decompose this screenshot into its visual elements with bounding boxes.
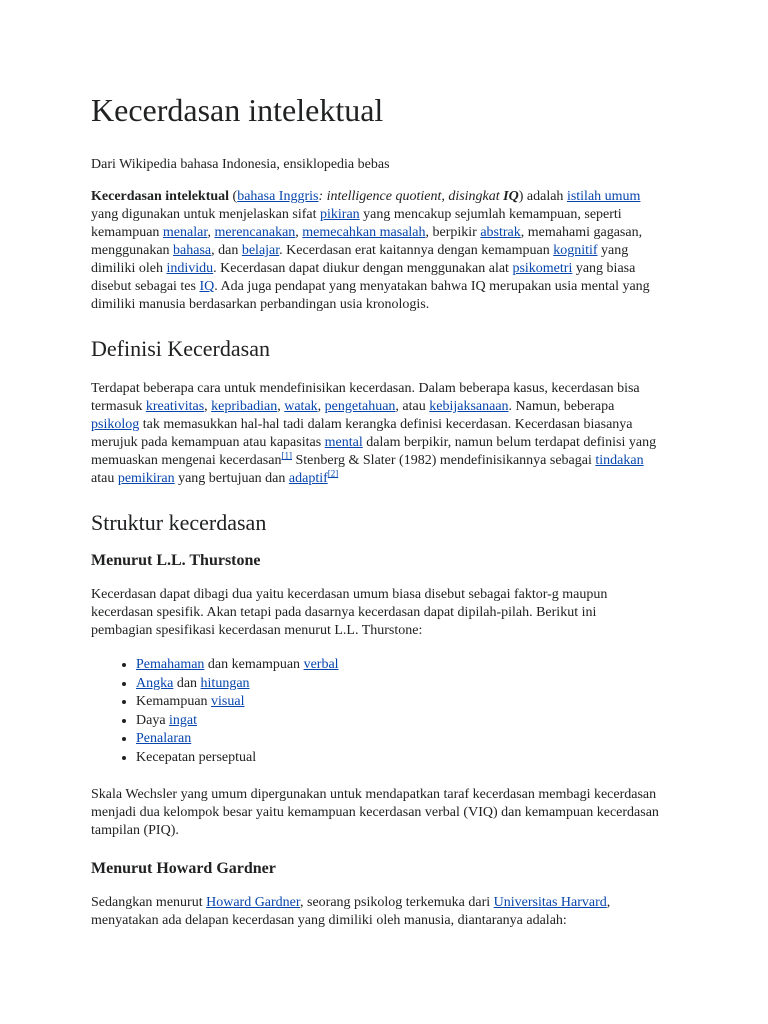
link-howard-gardner[interactable]: Howard Gardner	[206, 894, 300, 910]
link-individu[interactable]: individu	[166, 261, 214, 276]
text: , seorang psikolog terkemuka dari	[300, 894, 494, 910]
link-pikiran[interactable]: pikiran	[320, 207, 360, 222]
link-psikometri[interactable]: psikometri	[512, 261, 573, 276]
text: atau	[91, 471, 118, 486]
link-belajar[interactable]: belajar	[241, 243, 280, 258]
text: , menyatakan ada delapan kecerdasan yang dimiliki oleh manusia, diantaranya adalah:	[91, 894, 611, 928]
wechsler-paragraph: Skala Wechsler yang umum dipergunakan untuk mendapatkan taraf kecerdasan membagi kecerdasan menjadi dua kelompok besar yaitu kemampuan kecerdasan verbal (VIQ) dan kemampuan kecerdasan tampilan (PIQ).	[91, 786, 659, 838]
link-hitungan[interactable]: hitungan	[200, 675, 250, 691]
text: , atau	[395, 399, 430, 414]
link-kognitif[interactable]: kognitif	[553, 243, 598, 258]
text: Kemampuan	[136, 694, 212, 710]
link-abstrak[interactable]: abstrak	[480, 225, 521, 240]
text: ,	[204, 399, 212, 414]
link-kebijaksanaan[interactable]: kebijaksanaan	[429, 399, 509, 414]
text: , dan	[211, 243, 242, 258]
link-bahasa[interactable]: bahasa	[173, 243, 212, 258]
text: ,	[295, 225, 303, 240]
text: Sedangkan menurut	[91, 894, 207, 910]
link-visual[interactable]: visual	[211, 694, 245, 710]
link-istilah-umum[interactable]: istilah umum	[566, 189, 641, 204]
list-item	[136, 693, 661, 712]
text: . Kecerdasan dapat diukur dengan menggunakan alat	[213, 261, 513, 276]
text: . Kecerdasan erat kaitannya dengan kemampuan	[279, 243, 554, 258]
reference-2[interactable]: [2]	[327, 468, 339, 479]
text: Terdapat beberapa cara untuk mendefinisikan kecerdasan. Dalam beberapa kasus, kecerdasan bisa termasuk	[91, 381, 640, 414]
text: (	[229, 189, 238, 204]
text: ,	[277, 399, 285, 414]
text: , berpikir	[425, 225, 481, 240]
link-pemahaman[interactable]: Pemahaman	[136, 657, 205, 672]
link-merencanakan[interactable]: merencanakan	[214, 225, 296, 240]
text: yang biasa disebut sebagai tes	[91, 261, 636, 294]
link-angka[interactable]: Angka	[136, 675, 174, 691]
list-item	[136, 656, 661, 675]
subheading-thurstone: Menurut L.L. Thurstone	[91, 552, 261, 569]
thurstone-paragraph: Kecerdasan dapat dibagi dua yaitu kecerdasan umum biasa disebut sebagai faktor-g maupun kecerdasan spesifik. Akan tetapi pada dasarnya kecerdasan dapat dipilah-pilah. Berikut ini pembagian spesifikasi kecerdasan menurut L.L. Thurstone:	[91, 587, 608, 638]
text: dan kemampuan	[204, 657, 304, 672]
text: ,	[317, 399, 325, 414]
bold-term: Kecerdasan intelektual	[91, 189, 230, 204]
text: . Ada juga pendapat yang menyatakan bahwa IQ merupakan usia mental yang dimiliki manusia berdasarkan perbandingan usia kronologis.	[91, 279, 650, 312]
page-title: Kecerdasan intelektual	[91, 92, 384, 128]
text: tak memasukkan hal-hal tadi dalam kerangka definisi kecerdasan. Kecerdasan biasanya merujuk pada kemampuan atau kapasitas	[91, 417, 633, 450]
article-content	[91, 88, 661, 930]
iq-abbr: IQ	[503, 189, 519, 204]
text: yang dimiliki oleh	[91, 243, 629, 276]
link-adaptif[interactable]: adaptif	[288, 471, 328, 486]
text: Daya	[136, 712, 170, 728]
link-pemikiran[interactable]: pemikiran	[117, 471, 175, 486]
link-watak[interactable]: watak	[284, 399, 318, 414]
section-heading-definisi: Definisi Kecerdasan	[91, 336, 270, 361]
text: ) adalah	[518, 189, 567, 204]
text: Kecepatan perseptual	[136, 749, 257, 765]
reference-1[interactable]: [1]	[281, 450, 292, 461]
list-item	[136, 675, 661, 694]
italic-text: : intelligence quotient, disingkat	[318, 189, 504, 204]
text: yang digunakan untuk menjelaskan sifat	[91, 207, 320, 222]
intro-paragraph	[91, 188, 661, 314]
link-mental[interactable]: mental	[324, 435, 363, 450]
text: , memahami gagasan, menggunakan	[91, 225, 643, 258]
list-item	[136, 712, 661, 731]
link-menalar[interactable]: menalar	[162, 225, 208, 240]
link-kreativitas[interactable]: kreativitas	[145, 399, 205, 414]
definisi-paragraph	[91, 380, 661, 488]
link-bahasa-inggris[interactable]: bahasa Inggris	[237, 189, 319, 204]
link-psikolog[interactable]: psikolog	[91, 417, 140, 432]
link-iq[interactable]: IQ	[199, 279, 215, 294]
link-penalaran[interactable]: Penalaran	[136, 731, 192, 747]
text: . Namun, beberapa	[508, 399, 615, 414]
link-kepribadian[interactable]: kepribadian	[211, 399, 278, 414]
link-universitas-harvard[interactable]: Universitas Harvard	[493, 894, 607, 910]
site-tagline: Dari Wikipedia bahasa Indonesia, ensiklopedia bebas	[91, 157, 390, 172]
text: dalam berpikir, namun belum terdapat definisi yang memuaskan mengenai kecerdasan	[91, 435, 657, 468]
text: yang bertujuan dan	[174, 471, 289, 486]
text: ,	[207, 225, 215, 240]
link-ingat[interactable]: ingat	[169, 712, 198, 728]
link-memecahkan-masalah[interactable]: memecahkan masalah	[302, 225, 426, 240]
link-verbal[interactable]: verbal	[303, 657, 339, 672]
subheading-gardner: Menurut Howard Gardner	[91, 859, 276, 877]
text: dan	[173, 675, 201, 691]
gardner-paragraph	[91, 894, 661, 930]
section-heading-struktur: Struktur kecerdasan	[91, 510, 267, 535]
text: yang mencakup sejumlah kemampuan, seperti kemampuan	[91, 207, 622, 240]
link-tindakan[interactable]: tindakan	[595, 453, 644, 468]
link-pengetahuan[interactable]: pengetahuan	[324, 399, 396, 414]
list-item	[136, 749, 661, 768]
list-item	[136, 730, 661, 749]
text: Stenberg & Slater (1982) mendefinisikannya sebagai	[291, 453, 596, 468]
thurstone-list	[91, 656, 661, 768]
